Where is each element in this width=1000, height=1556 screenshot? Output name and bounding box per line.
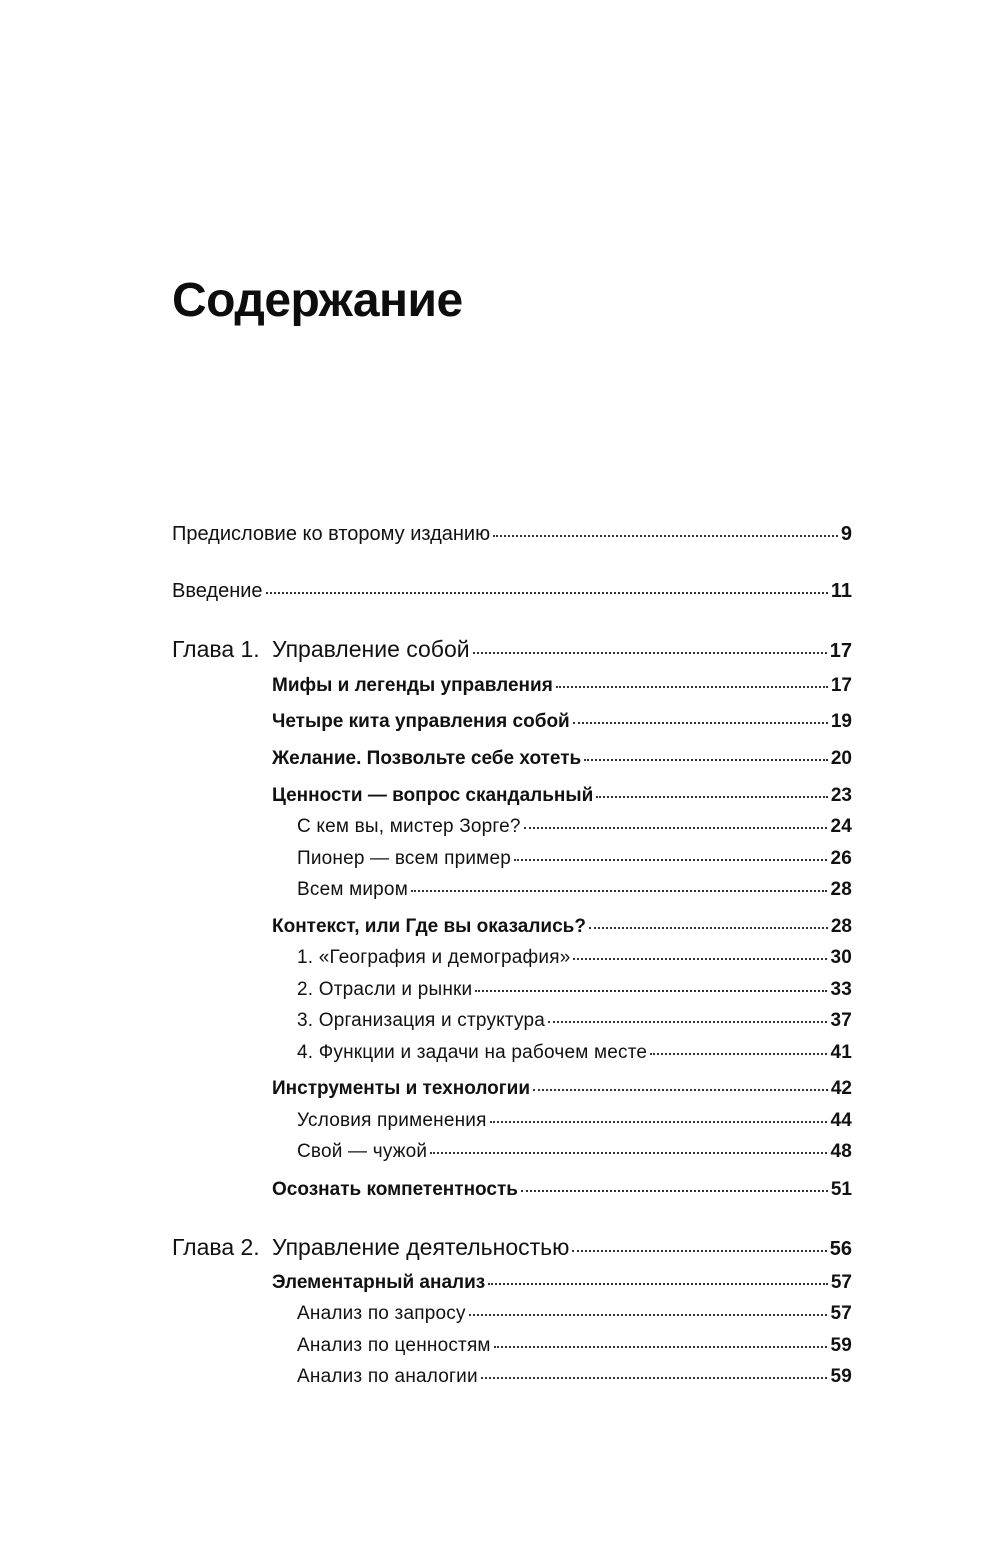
toc-entry-label: 2. Отрасли и рынки: [297, 979, 473, 1000]
toc-page-number: 17: [829, 640, 852, 662]
dot-leader: [548, 1021, 827, 1023]
toc-page-number: 30: [830, 947, 852, 968]
toc-subsection[interactable]: [297, 848, 852, 870]
toc-section[interactable]: [272, 675, 852, 697]
toc-chapter-label: Управление деятельностью: [272, 1234, 570, 1260]
dot-leader: [481, 1377, 828, 1379]
toc-entry-label: 4. Функции и задачи на рабочем месте: [297, 1042, 648, 1063]
toc-page-number: 37: [830, 1010, 852, 1031]
toc-entry-label: Ценности — вопрос скандальный: [272, 785, 594, 806]
dot-leader: [473, 652, 827, 654]
toc-page-number: 17: [830, 675, 852, 696]
toc-entry-label: Четыре кита управления собой: [272, 711, 570, 732]
toc-page-number: 44: [830, 1110, 852, 1131]
toc-page-number: 9: [840, 523, 852, 545]
toc-section[interactable]: [272, 711, 852, 733]
dot-leader: [514, 859, 827, 861]
toc-page-number: 59: [830, 1366, 852, 1387]
toc-entry-label: Свой — чужой: [297, 1141, 428, 1162]
toc-page-number: 56: [829, 1238, 852, 1260]
toc-entry-label: Элементарный анализ: [272, 1272, 486, 1293]
toc-subsection[interactable]: [297, 1141, 852, 1163]
toc-page-number: 51: [830, 1179, 852, 1200]
toc-page-number: 59: [830, 1335, 852, 1356]
toc-subsection[interactable]: [297, 879, 852, 901]
toc-entry-label: Введение: [172, 580, 263, 602]
page-title: Содержание: [172, 274, 463, 327]
toc-entry-label: С кем вы, мистер Зорге?: [297, 816, 521, 837]
toc-page-number: 26: [830, 848, 852, 869]
toc-entry-introduction[interactable]: [172, 580, 852, 603]
toc-subsection[interactable]: [297, 979, 852, 1001]
toc-subsection[interactable]: [297, 947, 852, 969]
toc-entry-label: Контекст, или Где вы оказались?: [272, 916, 586, 937]
dot-leader: [584, 759, 828, 761]
dot-leader: [572, 1250, 826, 1252]
dot-leader: [573, 722, 828, 724]
dot-leader: [533, 1089, 828, 1091]
dot-leader: [556, 686, 828, 688]
toc-entry-label: Желание. Позвольте себе хотеть: [272, 748, 582, 769]
toc-page-number: 42: [830, 1078, 852, 1099]
chapter-number: Глава 1.: [172, 636, 260, 662]
toc-page-number: 19: [830, 711, 852, 732]
dot-leader: [475, 990, 827, 992]
toc-section[interactable]: [272, 1179, 852, 1201]
dot-leader: [650, 1053, 827, 1055]
dot-leader: [469, 1314, 828, 1316]
toc-subsection[interactable]: [297, 1366, 852, 1388]
toc-subsection[interactable]: [297, 1303, 852, 1325]
toc-entry-label: Пионер — всем пример: [297, 848, 511, 869]
toc-entry-label: Анализ по ценностям: [297, 1335, 491, 1356]
toc-page-number: 23: [830, 785, 852, 806]
table-of-contents: [172, 0, 852, 1556]
toc-page-number: 57: [830, 1272, 852, 1293]
dot-leader: [266, 592, 828, 594]
toc-page-number: 33: [830, 979, 852, 1000]
toc-section[interactable]: [272, 748, 852, 770]
toc-section[interactable]: [272, 785, 852, 807]
toc-chapter-2[interactable]: [172, 1234, 852, 1261]
dot-leader: [493, 535, 838, 537]
dot-leader: [573, 958, 827, 960]
dot-leader: [521, 1190, 828, 1192]
toc-page-number: 41: [830, 1042, 852, 1063]
toc-page-number: 57: [830, 1303, 852, 1324]
toc-entry-label: 1. «География и демография»: [297, 947, 571, 968]
dot-leader: [488, 1283, 828, 1285]
toc-section[interactable]: [272, 1078, 852, 1100]
dot-leader: [494, 1346, 828, 1348]
dot-leader: [589, 927, 828, 929]
toc-subsection[interactable]: [297, 816, 852, 838]
dot-leader: [524, 827, 828, 829]
toc-section[interactable]: [272, 916, 852, 938]
toc-entry-label: Осознать компетентность: [272, 1179, 518, 1200]
toc-chapter-label: Управление собой: [272, 636, 470, 662]
toc-page-number: 24: [830, 816, 852, 837]
toc-page-number: 28: [830, 879, 852, 900]
toc-entry-label: Предисловие ко второму изданию: [172, 523, 491, 545]
toc-subsection[interactable]: [297, 1110, 852, 1132]
toc-entry-preface[interactable]: [172, 523, 852, 546]
toc-entry-label: 3. Организация и структура: [297, 1010, 546, 1031]
chapter-number: Глава 2.: [172, 1234, 260, 1260]
toc-page-number: 11: [830, 580, 852, 602]
dot-leader: [411, 890, 828, 892]
toc-subsection[interactable]: [297, 1335, 852, 1357]
toc-entry-label: Условия применения: [297, 1110, 487, 1131]
toc-page-number: 28: [830, 916, 852, 937]
toc-chapter-1[interactable]: [172, 636, 852, 663]
toc-page-number: 20: [830, 748, 852, 769]
toc-entry-label: Мифы и легенды управления: [272, 675, 553, 696]
toc-entry-label: Анализ по запросу: [297, 1303, 466, 1324]
toc-section[interactable]: [272, 1272, 852, 1294]
toc-entry-label: Анализ по аналогии: [297, 1366, 478, 1387]
toc-page-number: 48: [830, 1141, 852, 1162]
dot-leader: [430, 1152, 827, 1154]
toc-entry-label: Всем миром: [297, 879, 408, 900]
dot-leader: [490, 1121, 828, 1123]
toc-entry-label: Инструменты и технологии: [272, 1078, 531, 1099]
toc-subsection[interactable]: [297, 1042, 852, 1064]
dot-leader: [596, 796, 828, 798]
toc-subsection[interactable]: [297, 1010, 852, 1032]
